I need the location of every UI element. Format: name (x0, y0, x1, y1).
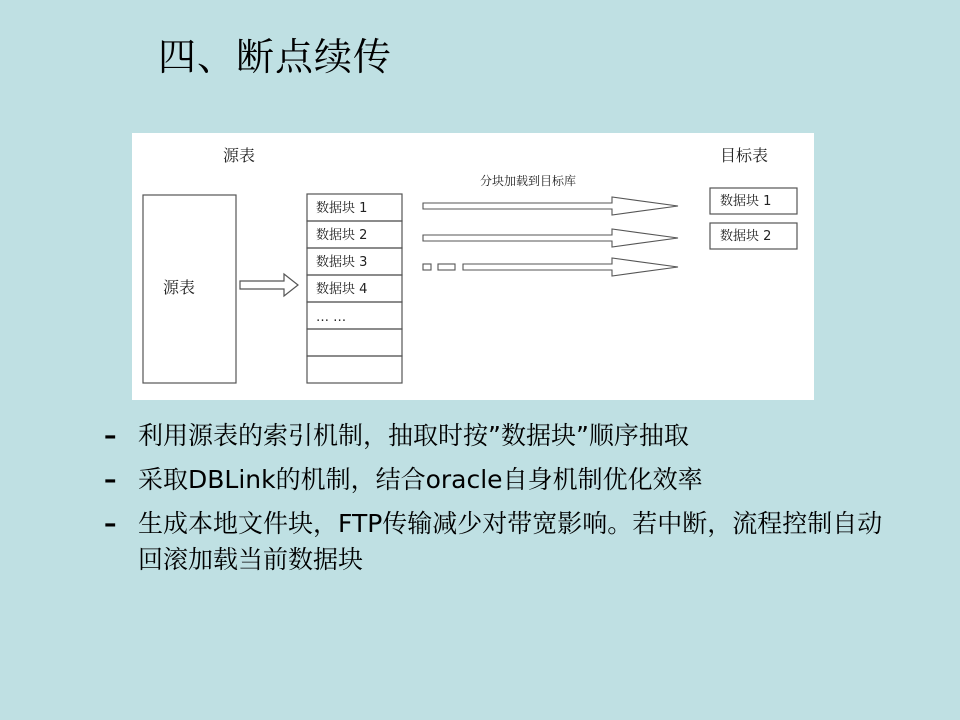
diagram-svg (132, 133, 814, 400)
transfer-arrow-2 (423, 229, 678, 247)
source-table-label: 源表 (163, 278, 196, 297)
extract-arrow (240, 274, 298, 296)
transfer-arrow-3 (463, 258, 678, 276)
transfer-segment-medium (438, 264, 455, 270)
source-block-label: 数据块 1 (316, 201, 368, 216)
bullet-text: 利用源表的索引机制，抽取时按”数据块”顺序抽取 (138, 421, 689, 450)
bullet-dash: – (104, 509, 117, 538)
bullet-list (104, 418, 884, 586)
source-header: 源表 (223, 146, 256, 165)
source-block-cell-empty (307, 329, 402, 356)
target-blocks (710, 188, 797, 249)
bullet-item (104, 462, 884, 498)
target-block-label: 数据块 2 (720, 229, 772, 244)
source-blocks (307, 194, 402, 383)
bullet-item (104, 418, 884, 454)
source-block-label: 数据块 4 (316, 282, 368, 297)
transfer-segment-small (423, 264, 431, 270)
bullet-dash: – (104, 465, 117, 494)
bullet-text: 采取DBLink的机制，结合oracle自身机制优化效率 (138, 465, 703, 494)
transfer-label: 分块加载到目标库 (480, 174, 577, 188)
bullet-text: 生成本地文件块，FTP传输减少对带宽影响。若中断，流程控制自动回滚加载当前数据块 (138, 509, 883, 574)
transfer-arrow-1 (423, 197, 678, 215)
slide-title: 四、断点续传 (158, 35, 393, 79)
bullet-item (104, 506, 884, 578)
target-header: 目标表 (720, 146, 769, 165)
source-block-label: 数据块 3 (316, 255, 368, 270)
target-block-label: 数据块 1 (720, 194, 772, 209)
source-block-label: 数据块 2 (316, 228, 368, 243)
source-block-cell-empty (307, 356, 402, 383)
bullet-dash: – (104, 421, 117, 450)
diagram-panel (132, 133, 814, 400)
source-block-ellipsis: … … (316, 310, 347, 325)
